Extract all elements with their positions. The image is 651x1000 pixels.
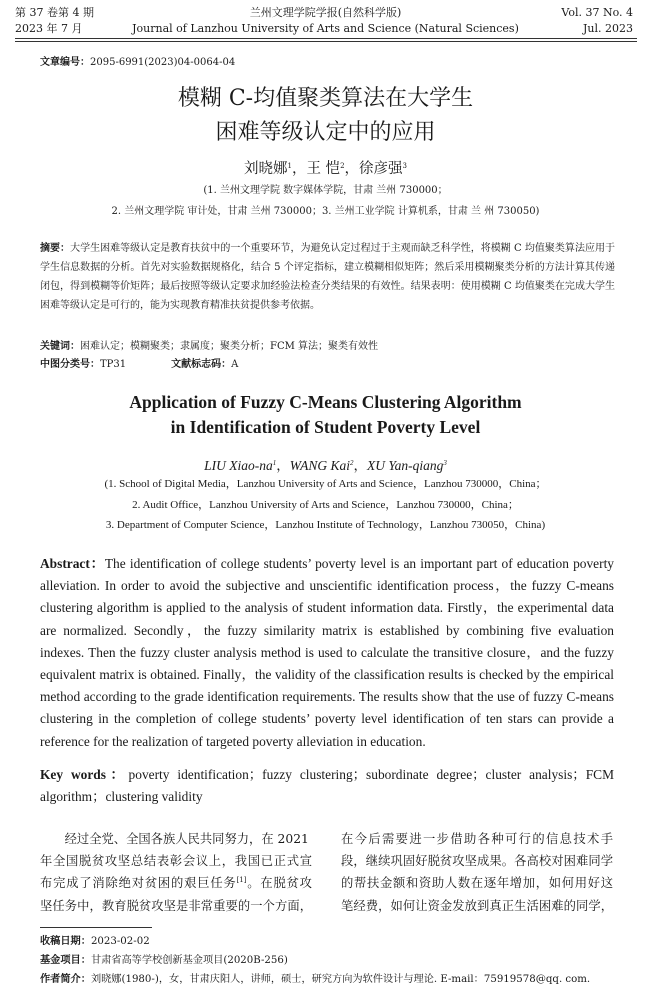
body-left-line-4: 坚任务中，教育脱贫攻坚是非常重要的一个方面，	[40, 898, 312, 913]
received-value: 2023-02-02	[90, 936, 150, 947]
classification	[40, 358, 238, 372]
keywords-en	[40, 764, 614, 808]
abstract-en	[40, 553, 614, 753]
title-en-line1: Application of Fuzzy C-Means Clustering Algorithm	[129, 392, 522, 412]
body-left-column	[40, 828, 312, 917]
keywords-en-label: Key words：	[40, 767, 129, 782]
title-cn-line2: 困难等级认定中的应用	[215, 120, 436, 145]
affiliation-en-2: 2. Audit Office，Lanzhou University of Arts and Science，Lanzhou 730000，China；	[132, 499, 519, 511]
clc-label: 中图分类号：	[40, 359, 100, 370]
doc-code-value: A	[231, 359, 239, 370]
abstract-cn-label: 摘要：	[40, 243, 71, 254]
abstract-en-label: Abstract：	[40, 556, 105, 571]
affiliation-cn-2: 2. 兰州文理学院 审计处，甘肃 兰州 730000；3. 兰州工业学院 计算机系，甘肃 兰 州 730050)	[111, 206, 540, 217]
author-en-3: XU Yan-qiang	[366, 458, 444, 473]
body-right-line-1: 在今后需要进一步借助各种可行的信息技术手	[341, 832, 613, 846]
authors-en: LIU Xiao-$na^1$，WANG Kai$^2$，XU Yan-qiang$^3$	[204, 458, 447, 473]
header-vol-en: Vol. 37 No. 4	[561, 6, 633, 19]
author-cn-1: 刘晓娜	[243, 161, 288, 177]
received-label: 收稿日期：	[40, 935, 91, 947]
title-en-line2: in Identification of Student Poverty Level	[170, 417, 481, 437]
body-left-line-2: 年全国脱贫攻坚总结表彰会议上，我国已正式宣	[40, 854, 312, 869]
header-journal-en: Journal of Lanzhou University of Arts and Science (Natural Sciences)	[132, 22, 519, 35]
abstract-en-text: The identification of college students’ poverty level is an important part of education poverty alleviation. In order to avoid the subjective and unscientific identification process，the fuzzy C-means clustering algorithm is applied to the analysis of student information data. Firstly，the experimental data are normalized. Secondly，the fuzzy similarity matrix is established by combining five evaluation indexes. Then the fuzzy cluster analysis method is used to calculate the transitive closure，and the fuzzy equivalent matrix is obtained. Finally，the validity of the classification results is checked by the empirical method according to the grade identification requirements. The results show that the use of fuzzy C-means clustering in the completion of college students’ poverty level identification of ten stars can provide a reference for the realization of targeted poverty alleviation in education.	[40, 556, 614, 749]
body-right-line-3: 的帮扶金额和资助人数在逐年增加，如何用好这	[341, 876, 613, 891]
header-date: 2023 年 7 月	[15, 22, 83, 35]
clc-value: TP31	[100, 359, 127, 370]
abstract-cn	[40, 239, 615, 315]
header-rule-top	[15, 38, 637, 39]
author-en-2: WANG Kai	[289, 458, 350, 473]
body-right-line-2: 段，继续巩固好脱贫攻坚成果。各高校对困难同学	[341, 854, 613, 869]
keywords-cn-label: 关键词：	[40, 341, 80, 352]
article-number	[40, 56, 235, 70]
article-number-label: 文章编号：	[40, 57, 90, 68]
header-date-en: Jul. 2023	[583, 22, 633, 35]
footnote-fund	[40, 951, 288, 971]
body-right-column	[341, 828, 613, 917]
fund-label: 基金项目：	[40, 954, 91, 966]
fund-value: 甘肃省高等学校创新基金项目(2020B-256)	[90, 955, 288, 966]
footnote-received	[40, 932, 150, 952]
footnote-bio	[40, 970, 590, 990]
bio-value: 刘晓娜(1980-)，女，甘肃庆阳人，讲师，硕士，研究方向为软件设计与理论. E-mail：75919578@qq. com.	[90, 974, 591, 985]
body-left-line-3: 布完成了消除绝对贫困的艰巨任务[1]。在脱贫攻	[40, 876, 312, 891]
author-cn-3: 徐彦强	[359, 161, 403, 177]
header-volume-issue: 第 37 卷第 4 期	[15, 6, 94, 19]
author-en-1: LIU Xiao-na	[204, 458, 273, 473]
affiliation-en-3: 3. Department of Computer Science，Lanzhou Institute of Technology，Lanzhou 730050，China)	[105, 519, 546, 531]
author-cn-2: 王 恺	[306, 161, 341, 177]
body-left-line-1: 经过全党、全国各族人民共同努力，在 2021	[64, 832, 309, 846]
keywords-cn	[40, 337, 615, 356]
bio-label: 作者简介：	[40, 973, 91, 985]
citation-ref: [1]	[236, 876, 247, 885]
keywords-cn-text: 困难认定；模糊聚类；隶属度；聚类分析；FCM 算法；聚类有效性	[80, 341, 379, 352]
affiliation-cn-1: (1. 兰州文理学院 数字媒体学院，甘肃 兰州 730000；	[203, 185, 448, 196]
authors-cn: 刘晓娜$^1$，王 恺$^2$，徐彦强$^3$	[243, 161, 407, 177]
header-journal-cn: 兰州文理学院学报(自然科学版)	[249, 6, 402, 19]
header-rule-bottom	[15, 41, 637, 42]
keywords-en-text: poverty identification；fuzzy clustering；subordinate degree；cluster analysis；FCM algorithm；clustering validity	[40, 767, 614, 805]
article-number-value: 2095-6991(2023)04-0064-04	[90, 57, 236, 68]
doc-code-label: 文献标志码：	[171, 359, 232, 370]
abstract-cn-text: 大学生困难等级认定是教育扶贫中的一个重要环节，为避免认定过程过于主观而缺乏科学性，将模糊 C 均值聚类算法应用于学生信息数据的分析。首先对实验数据规格化，结合 5 个评定指标，建立模糊相似矩阵；然后采用模糊聚类分析的方法计算其传递闭包，得到模糊等价矩阵；最后按照等级认定要求加经验法检查分类结果的有效性。结果表明：使用模糊 C 均值聚类在完成大学生困难等级认定是可行的，能为实现教育精准扶贫提供参考依据。	[40, 243, 616, 311]
body-right-line-4: 笔经费，如何让资金发放到真正生活困难的同学，	[341, 898, 613, 913]
title-cn-line1: 模糊 C-均值聚类算法在大学生	[177, 86, 474, 111]
footnote-rule	[40, 927, 152, 928]
affiliation-en-1: (1. School of Digital Media，Lanzhou University of Arts and Science，Lanzhou 730000，China；	[104, 478, 547, 490]
